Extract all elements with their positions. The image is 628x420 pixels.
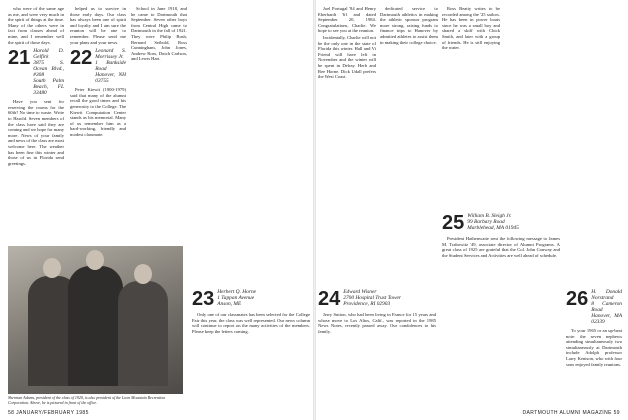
photo-caption: Sherman Adams, president of the class of 1920, is also president of the Loon Mountain Recreation Corporation. Above, he is pictured in front of the office. [8,395,166,405]
class-entry-23 [192,289,310,309]
class-number: 22 [70,47,93,70]
column-5-body: Incidentally, Charlie will not be the only one in the state of Florida this winter. Hall and Vi Friend will have left in November and the winter will be spent in Delray. Herb and Ree Horne. Dick Udall prefers the West Coast. [318,34,376,80]
class-entry-25 [442,213,560,233]
column-6-body: dedicated service to Dartmouth athletics in making the athletic sponsor program more strong, raising funds to finance trips to Hanover by admitted athletes to assist them in making their college choice. [380,6,438,45]
column-8 [504,6,562,52]
folio-right: DARTMOUTH ALUMNI MAGAZINE 59 [522,410,620,416]
class-secretary-address: Leonard S. Morrissey Jr. 1 Bankside Road Hanover, NH 03755 [95,48,126,85]
column-1-top-text: who were of the same age as me, and were very much in the spirit of things at the time. Many of the others were in fact from classes ahead of mine, and I remember well the spirit of those days. [8,6,64,45]
class-entry-22 [70,48,126,84]
column-6 [380,6,438,46]
column-3b [192,6,310,281]
column-1-body: Have you sent for reserving the rooms for the 60th? No time to waste. Write to Harold. Seven members of the class have said they are coming and we hope for many more. News of your family and news of the class are most welcome here. The weather has been fine this winter and those of us in Florida send greetings. [8,99,64,166]
column-9 [566,6,622,52]
column-9-lower [566,286,622,368]
column-7-lower-body: President Hathenwaite sent the following message to James M. Trabowitz '49, associate director of Alumni Programs. A great class of 1925 are grateful that the Col. John Conway and the Student Services and Activities are well ahead of schedule. [442,236,560,258]
class-entry-24 [318,289,436,309]
photo-face [86,250,104,270]
photo-face [134,264,152,284]
photo-figure [118,281,168,386]
class-number: 26 [566,288,589,310]
class-secretary-address: Harold D. Gelfirk 3875 S. Ocean Blvd., #308 South Palm Beach, FL 33480 [33,48,64,97]
column-5-lower [318,286,436,335]
class-secretary-address: Edward Wisner 2700 Hospital Trust Tower Providence, RI 02903 [343,289,402,307]
class-number: 24 [318,288,341,310]
column-2 [70,6,126,139]
column-3 [131,6,187,241]
class-secretary-address: Herbert Q. Horne 1 Tappan Avenue Anson, ME [217,289,257,307]
column-9-lower-body: To your 1965 or an up-beat note: the seven nephews attending simultaneously two simultaneously at Dartmouth include Adolph professor Larry Kenison, who with four sons enjoyed family reunions. [566,328,622,367]
class-number: 25 [442,212,465,234]
class-entry-26 [566,289,622,325]
column-2-body: helped us to survive in those early days. Our class has always been one of spirit and loyalty and I am sure the reunion will be one to remember. Please send me your plans and your news. [70,6,126,45]
column-4-lower [192,286,310,335]
class-number: 23 [192,288,215,310]
photo-figure [68,266,123,386]
column-1 [8,6,64,167]
class-secretary-address: William B. Sleigh Jr. 99 Barbary Road Marblehead, MA 01945 [467,213,519,231]
column-5-top: Joel Portugal '84 and Henry Eberhardt '61 and dated September 20, 1984. Congratulations, Charlie. We hope to see you at the reunion. [318,6,376,34]
column-4-body: Only one of our classmates has been selected for the College Fair this year, the class was well represented. Our news column will continue to report on the many activities of the members. Please keep the letters coming. [192,312,310,334]
column-2-body2: Peter Kiewit (1900-1979) said that many of the alumni recall the good times and his generosity to the College. The Kiewit Computation Center stands as his memorial. Many of us remember him as a hard-working, friendly and modest classmate. [70,87,126,137]
class-secretary-address: H. Donald Norstrand 8 Cameron Road Hanover, MA 02339 [591,289,622,325]
column-7-lower [442,210,560,259]
class-number: 21 [8,47,31,70]
column-7 [442,6,500,52]
folio-left: 58 JANUARY/FEBRUARY 1985 [8,410,89,416]
column-3-top-text: School in June 1918, and he came to Dartmouth that September. Seven other boys from Central High came to Dartmouth in the fall of 1921. They were Philip Bush, Bernard Seibold, Ross Cunningham, John Jones, Andrew Ross, Dutch Carlson, and Lewis Hart. [131,6,187,62]
page-gutter [313,0,316,420]
class-photo [8,246,183,394]
photo-face [43,258,61,278]
column-7-body: Ross Beatty writes to be recorded among the '25 sailors. He has been in power boats since he was a small boy and shared a skiff with Chick Smith, and later with a group of friends. He is still enjoying the water. [442,6,500,51]
column-5 [318,6,376,81]
column-5-lower-body: Jerry Sutton, who had been living in France for 15 years and whose move to Los Altos, Calif., was reported in the 1985 News Notes, recently passed away. Our condolences to his family. [318,312,436,334]
class-entry-21 [8,48,64,96]
